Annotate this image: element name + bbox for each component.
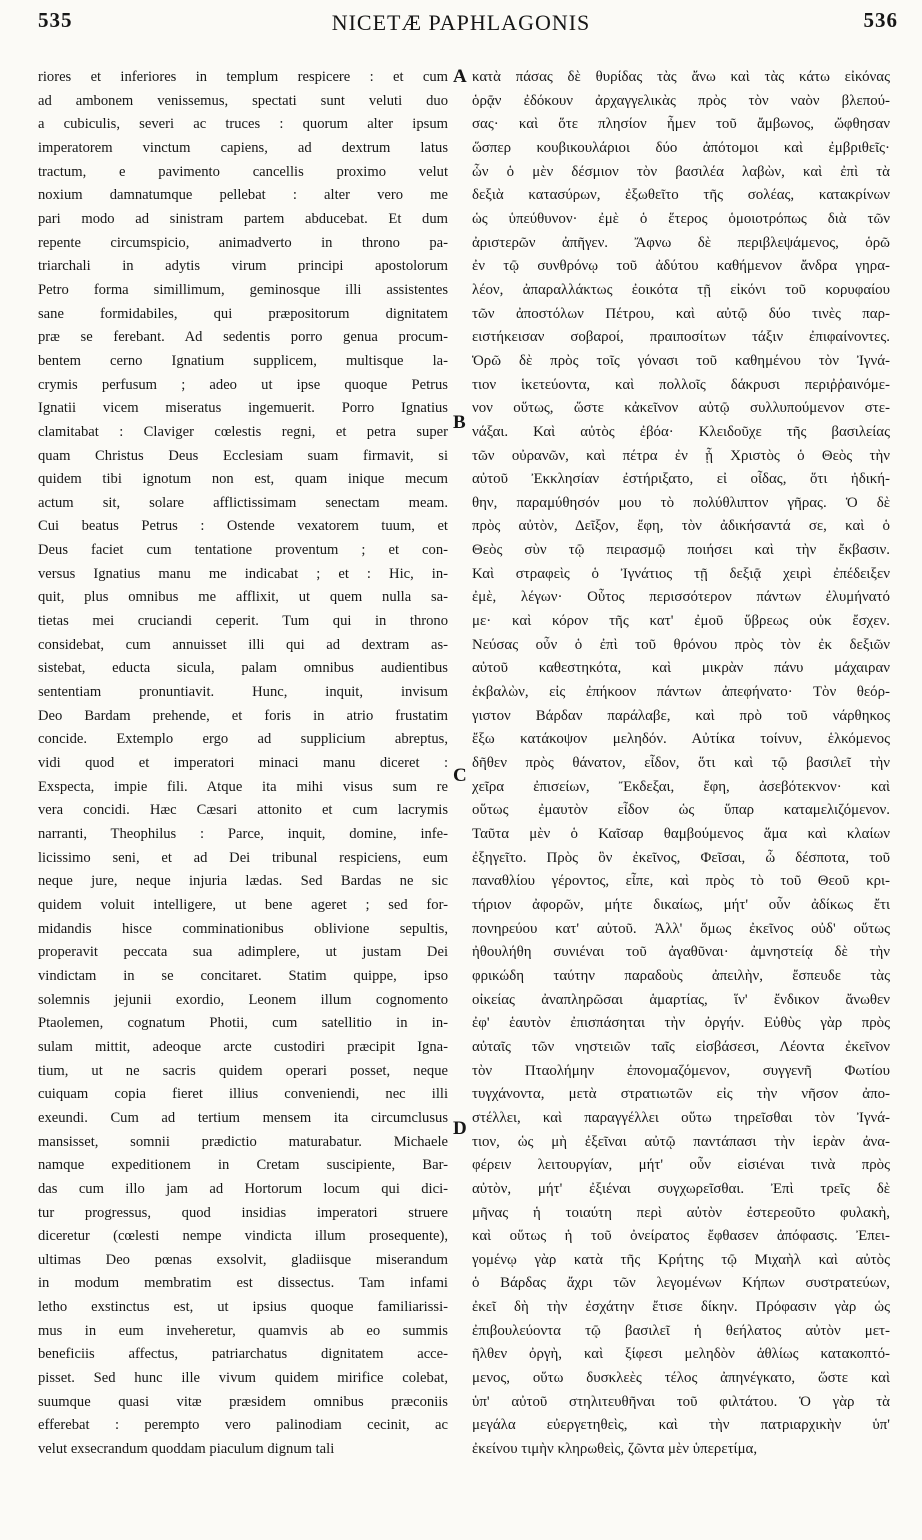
latin-text-line: namque expeditionem in Cretam suscipiente, Bar- [38, 1157, 448, 1174]
section-marker-a: A [453, 66, 467, 87]
latin-text-line: quam Christus Deus Ecclesiam suam firmavit, si [38, 447, 448, 464]
greek-text-line: τῶν ἀποστόλων Πέτρου, καὶ αὐτῷ δύο τινὲς παρ- [472, 305, 890, 322]
greek-text-line: ὁ Βάρδας ἄχρι τῶν λεγομένων Κήπων συστρατεύων, [472, 1275, 890, 1292]
latin-text-line: velut exsecrandum quoddam piaculum dignum tali [38, 1441, 335, 1458]
latin-text-line: ad ambonem venissemus, spectati sunt veluti duo [38, 92, 448, 109]
latin-text-line: clamitabat : Claviger cœlestis regni, et petra super [38, 423, 448, 440]
latin-text-line: Petro forma simillimum, geminosque illi assistentes [38, 281, 448, 298]
page-header [0, 8, 922, 48]
latin-text-line: triarchali in adytis virum principi apostolorum [38, 258, 448, 275]
latin-text-line: bentem cerno Ignatium supplicem, multisque la- [38, 352, 448, 369]
latin-text-line: Exspecta, impie fili. Atque ita mihi visus sum re [38, 778, 448, 795]
latin-text-line: das cum illo jam ad Hortorum locum qui dici- [38, 1180, 448, 1197]
greek-text-line: ὑπ' αὐτοῦ στηλιτευθῆναι τοῦ φιλτάτου. Ὁ γὰρ τὰ [472, 1393, 890, 1410]
greek-text-line: ὧν ὁ μὲν δέσμιον τὸν βασιλέα λαβὼν, καὶ ἐπὶ τὰ [472, 163, 890, 180]
greek-text-line: με· καὶ κόρον τῆς κατ' ἐμοῦ ὕβρεως οὐκ ἔσχεν. [472, 613, 890, 630]
greek-text-line: τῶν οὐρανῶν, καὶ πέτρα ἐν ᾗ Χριστὸς ὁ Θεὸς τὴν [472, 447, 890, 464]
page-number-right: 536 [863, 8, 898, 32]
latin-text-line: vindictam in se concitaret. Statim quippe, ipso [38, 967, 448, 984]
latin-text-line: ultimas Deo pœnas exsolvit, gladiisque miserandum [38, 1251, 448, 1268]
greek-text-line: ὁρᾷν ἐδόκουν ἀρχαγγελικὰς πρὸς τὸν ναὸν βλεπού- [472, 92, 890, 109]
greek-text-line: μεγάλα εὐεργετηθεὶς, καὶ τὴν πατριαρχικὴν ὑπ' [472, 1417, 890, 1434]
latin-text-line: properavit peccata sua adimplere, ut justam Dei [38, 944, 448, 961]
latin-text-line: actum sit, solare afflictissimam senectam meam. [38, 494, 448, 511]
greek-text-line: φρικώδη ταύτην παραδοὺς ἀπειλὴν, ἔσπευδε τὰς [472, 967, 890, 984]
greek-text-line: ἐξηγεῖτο. Πρὸς ὃν ἐκεῖνος, Φεῖσαι, ὦ δέσποτα, τοῦ [472, 849, 890, 866]
latin-text-line: quidem voluit intelligere, ut bene ageret ; sed for- [38, 896, 448, 913]
greek-text-line: ἐκεῖ δὴ τὴν ἐσχάτην ἔτισε δίκην. Πρόφασιν γὰρ ὡς [472, 1299, 890, 1316]
latin-text-line: efferebat : perempto vero palinodiam cecinit, ac [38, 1417, 448, 1434]
greek-text-line: Ταῦτα μὲν ὁ Καῖσαρ θαμβούμενος ἅμα καὶ κλαίων [472, 826, 890, 842]
greek-text-line: ἐμὲ, λέγων· Οὗτος περισσότερον πάντων ἐλυμήνατό [472, 589, 890, 606]
latin-text-line: tur progressus, quod insidias imperatori struere [38, 1204, 448, 1221]
greek-text-line: ἐφ' ἑαυτὸν ἐπισπάσηται τὴν ὀργήν. Εὐθὺς γὰρ πρὸς [472, 1015, 890, 1032]
latin-text-line: Cui beatus Petrus : Ostende vexatorem tuum, et [38, 518, 448, 535]
latin-text-line: licissimo seni, et ad Dei tribunal respiciens, eum [38, 849, 448, 866]
latin-text-line: solemnis jejunii exordio, Leonem illum cognomento [38, 991, 448, 1008]
greek-text-line: μενος, οὕτω δυσκλεὲς τέλος ἀπηνέγκατο, ὥστε καὶ [472, 1370, 890, 1387]
greek-text-line: θην, παραμύθησόν μου τὸ πολύθλιπτον γῆρας. Ὁ δὲ [472, 494, 890, 511]
greek-text-line: στέλλει, καὶ παραγγέλλει οὕτω τηρεῖσθαι τὸν Ἰγνά- [472, 1109, 890, 1126]
greek-text-line: ἠθουλήθη συνιέναι τοῦ ἀγαθῦναι· ἀμνηστείᾳ δὲ τὴν [472, 944, 890, 961]
greek-text-line: ἔξω κατάκοψον μεληδόν. Αὐτίκα τοίνυν, ἑλκόμενος [472, 731, 890, 748]
greek-text-line: ἐπιβουλεύοντα τῷ βασιλεῖ ἡ θεήλατος αὐτὸν μετ- [472, 1322, 890, 1339]
latin-text-line: repente circumspicio, animadverto in throno pa- [38, 234, 448, 251]
latin-text-line: vidi quod et imperatori minaci manu diceret : [38, 755, 448, 772]
greek-text-line: μῆνας ἡ τοιαύτη περὶ αὐτὸν ἐστερεοῦτο φυλακὴ, [472, 1204, 890, 1221]
running-title: NICETÆ PAPHLAGONIS [331, 10, 591, 35]
greek-text-line: ὥσπερ κουβικουλάριοι δύο ἀπότομοι καὶ ἐμβριθεῖς· [472, 139, 890, 156]
latin-text-line: Deus faciet cum tentatione proventum ; et con- [38, 542, 448, 559]
latin-text-line: imperatorem vinctum capiens, ad dextrum latus [38, 139, 448, 156]
greek-text-line: γιστον Βάρδαν παράλαβε, καὶ πρὸ τοῦ νάρθηκος [472, 707, 890, 724]
latin-text-line: diceretur (cœlesti nempe vindicta illum prosequente), [38, 1228, 448, 1245]
latin-text-line: narranti, Theophilus : Parce, inquit, domine, infe- [38, 826, 448, 842]
latin-text-line: tietas mei cruciandi ceperit. Tum qui in throno [38, 613, 448, 630]
latin-text-line: considebat, cum annuisset illi qui ad dextram as- [38, 636, 448, 653]
latin-text-line: in modum membratim est dissectus. Tam infami [38, 1275, 448, 1292]
greek-text-line: παναθλίου γέροντος, εἶπε, καὶ πρὸς τὸ τοῦ Θεοῦ κρι- [472, 873, 890, 890]
latin-text-line: cuiquam copia fieret illius conveniendi, nec illi [38, 1086, 448, 1103]
greek-text-line: λέον, ἀπαραλλάκτως ἐοικότα τῇ εἰκόνι τοῦ κορυφαίου [472, 281, 890, 298]
latin-text-line: Ignatii vicem miseratus ingemuerit. Porro Ignatius [38, 400, 448, 417]
greek-text-line: Νεύσας οὖν ὁ ἐπὶ τοῦ θρόνου πρὸς τὸν ἐκ δεξιῶν [472, 636, 890, 653]
greek-text-line: πρὸς αὐτὸν, Δεῖξον, ἔφη, τὸν ἀδικήσαντά σε, καὶ ὁ [472, 518, 890, 535]
greek-text-line: νάξαι. Καὶ αὐτὸς ἐβόα· Κλειδοῦχε τῆς βασιλείας [472, 423, 890, 440]
latin-text-line: concide. Extemplo ergo ad supplicium abreptus, [38, 731, 448, 748]
latin-text-line: Deo Bardam prehende, et foris in atrio frustatim [38, 707, 448, 724]
greek-text-line: τιον ἱκετεύοντα, καὶ πολλοῖς δάκρυσι περιῤῥαινόμε- [472, 376, 890, 393]
latin-text-line: sententiam pronuntiavit. Hunc, inquit, invisum [38, 684, 448, 701]
latin-text-line: quidem tibi ignotum non est, quam inique mecum [38, 471, 448, 488]
section-marker-c: C [453, 765, 467, 786]
latin-text-line: versus Ignatius manu me indicabat ; et : Hic, in- [38, 565, 448, 582]
latin-text-line: tractum, e pavimento cancellis proximo velut [38, 163, 448, 180]
latin-text-line: vera concidi. Hæc Cæsari attonito et cum lacrymis [38, 802, 448, 819]
latin-text-line: mus in eum inveheretur, quamvis ab eo summis [38, 1322, 448, 1339]
latin-text-line: a cubiculis, severi ac truces : quorum alter ipsum [38, 116, 448, 133]
greek-text-line: αὐτοῦ καθεστηκότα, καὶ μικρὰν πάνυ μάχαιραν [472, 660, 890, 677]
greek-text-line: κατὰ πάσας δὲ θυρίδας τὰς ἄνω καὶ τὰς κάτω εἰκόνας [472, 69, 890, 85]
section-marker-d: D [453, 1118, 467, 1139]
greek-text-line: ῆλθεν ὀργὴ, καὶ ξίφεσι μεληδὸν ἀθλίως κατακοπτό- [472, 1346, 890, 1363]
greek-text-line: αὐταῖς τῶν νηστειῶν ταῖς εἰσβάσεσι, Λέοντα ἐκεῖνον [472, 1038, 890, 1055]
greek-text-line: αὐτὸν, μήτ' ἐξιέναι συγχωρεῖσθαι. Ἐπὶ τρεῖς δὲ [472, 1180, 890, 1197]
latin-text-line: neque jure, neque injuria lædas. Sed Bardas ne sic [38, 873, 448, 890]
page-number-left: 535 [38, 8, 73, 32]
latin-text-line: tium, ut ne sacris quidem operari posset, neque [38, 1062, 448, 1079]
greek-text-line: τιον, ὡς μὴ ἐξεῖναι αὐτῷ παντάπασι τὴν ἱερὰν ἀνα- [472, 1133, 890, 1150]
greek-text-line: Θεὸς σὺν τῷ πειρασμῷ ποιήσει καὶ τὴν ἔκβασιν. [472, 542, 890, 559]
latin-text-line: exeundi. Cum ad tertium mensem ita circumclusus [38, 1109, 448, 1126]
latin-text-line: sane formidabiles, qui præpositorum dignitatem [38, 305, 448, 322]
latin-text-line: riores et inferiores in templum respicere : et cum [38, 69, 448, 85]
latin-text-line: præ se ferebant. Ad sedentis porro genua procum- [38, 329, 448, 346]
latin-text-line: sistebat, educta sicula, palam omnibus audientibus [38, 660, 448, 677]
greek-text-line: φέρειν λειτουργίαν, μήτ' οὖν εἰσιέναι τινὰ πρὸς [472, 1157, 890, 1174]
greek-text-line: ἐν τῷ συνθρόνῳ τοῦ ἀδύτου καθήμενον ἄνδρα γηρα- [472, 258, 890, 275]
latin-text-line: pisset. Sed hunc ille vivum quidem mirifice colebat, [38, 1370, 448, 1387]
latin-text-line: beneficiis affectus, patriarchatus dignitatem acce- [38, 1346, 448, 1363]
greek-text-line: τυγχάνοντα, μετὰ στρατιωτῶν εἰς τὴν νῆσον ἀπο- [472, 1086, 890, 1103]
latin-text-line: pari modo ad sinistram partem abducebat. Et dum [38, 210, 448, 227]
greek-text-line: σας· καὶ ὅτε πλησίον ἦμεν τοῦ ἄμβωνος, ὤφθησαν [472, 116, 890, 133]
latin-text-line: quit, plus omnibus me afflixit, ut quem nulla sa- [38, 589, 448, 606]
latin-text-line: sulam mittit, adeoque arcte custodiri præcipit Igna- [38, 1038, 448, 1055]
greek-text-line: τὸν Πταολήμην ἐπονομαζόμενον, συγγενῆ Φωτίου [472, 1062, 890, 1079]
greek-text-line: δῆθεν πρὸς θάνατον, εἶδον, ὅτι καὶ τῷ βασιλεῖ τὴν [472, 755, 890, 772]
greek-text-line: τήριον ἀφορῶν, μήτε δικαίως, μήτ' οὖν ἀδίκως ἔτι [472, 896, 890, 913]
greek-text-line: ἐκείνου τιμὴν κληρωθεὶς, ζῶντα μὲν ὑπερετίμα, [472, 1441, 758, 1458]
greek-text-line: νον οὕτως, ὥστε κἀκεῖνον αὐτῷ συλλυπούμενον στε- [472, 400, 890, 417]
section-marker-b: B [453, 412, 466, 433]
greek-text-line: αὐτοῦ Ἐκκλησίαν ἐστήριξατο, εἰ οἶδας, ὅτι ἠδική- [472, 471, 890, 488]
latin-text-line: letho exstinctus est, ut ipsius quoque familiarissi- [38, 1299, 448, 1316]
greek-text-line: πονηρεύου κατ' αὐτοῦ. Ἀλλ' ὅμως ἐκεῖνος οὐδ' οὕτως [472, 920, 890, 937]
greek-text-line: δεξιὰ κατασύρων, ἐξωθεῖτο τῆς σολέας, κατακρίνων [472, 187, 890, 204]
greek-text-line: γομένῳ γὰρ κατὰ τῆς Κρήτης τῷ Μιχαὴλ καὶ αὐτὸς [472, 1251, 890, 1268]
latin-text-line: Ptaolemen, cognatum Photii, cum satellitio in in- [38, 1015, 448, 1032]
greek-text-line: ειστήκεισαν σοβαροί, πραιποσίτων τάξιν ἐπιφαίνοντες. [472, 329, 890, 346]
latin-text-line: suumque quasi vitæ præsidem omnibus præconiis [38, 1393, 448, 1410]
greek-text-line: οὕτως ἐμαυτὸν εἶδον ὡς ὕπαρ καταμελιζόμενον. [472, 802, 890, 819]
latin-text-line: crymis perfusum ; adeo ut ipse quoque Petrus [38, 376, 448, 393]
greek-text-line: ὡς ὑπεύθυνον· ἐμὲ ὁ ἕτερος ὁμοιοτρόπως διὰ τῶν [472, 210, 890, 227]
greek-text-line: Καὶ στραφεὶς ὁ Ἰγνάτιος τῇ δεξιᾷ χειρὶ ἐπέδειξεν [472, 565, 890, 582]
greek-text-line: χεῖρα ἐπισείων, Ἔκδεξαι, ἔφη, ἀσεβότεκνον· καὶ [472, 778, 890, 795]
greek-column [472, 66, 890, 1462]
greek-text-line: οἰκείας ἀναπληρῶσαι ἁμαρτίας, ἵν' ἔνδικον ἄνωθεν [472, 991, 890, 1008]
greek-text-line: Ὁρῶ δὲ πρὸς τοῖς γόνασι τοῦ καθημένου τὸν Ἰγνά- [472, 352, 890, 369]
latin-column [38, 66, 448, 1462]
greek-text-line: καὶ οὕτως ἡ τοῦ ὀνείρατος ἔφθασεν ἀπόφασις. Ἐπει- [472, 1228, 890, 1245]
greek-text-line: ἀριστερῶν ἀπῆγεν. Ἄφνω δὲ περιβλεψάμενος, ὁρῶ [472, 234, 890, 251]
greek-text-line: ἐκβαλὼν, εἰς ἐπήκοον πάντων ἀπεφήνατο· Τὸν θεόρ- [472, 684, 890, 701]
latin-text-line: mansisset, somnii prædictio maturabatur. Michaele [38, 1133, 448, 1150]
latin-text-line: midandis hisce comminationibus oblivione sepultis, [38, 920, 448, 937]
latin-text-line: noxium damnatumque pellebat : alter vero me [38, 187, 448, 204]
